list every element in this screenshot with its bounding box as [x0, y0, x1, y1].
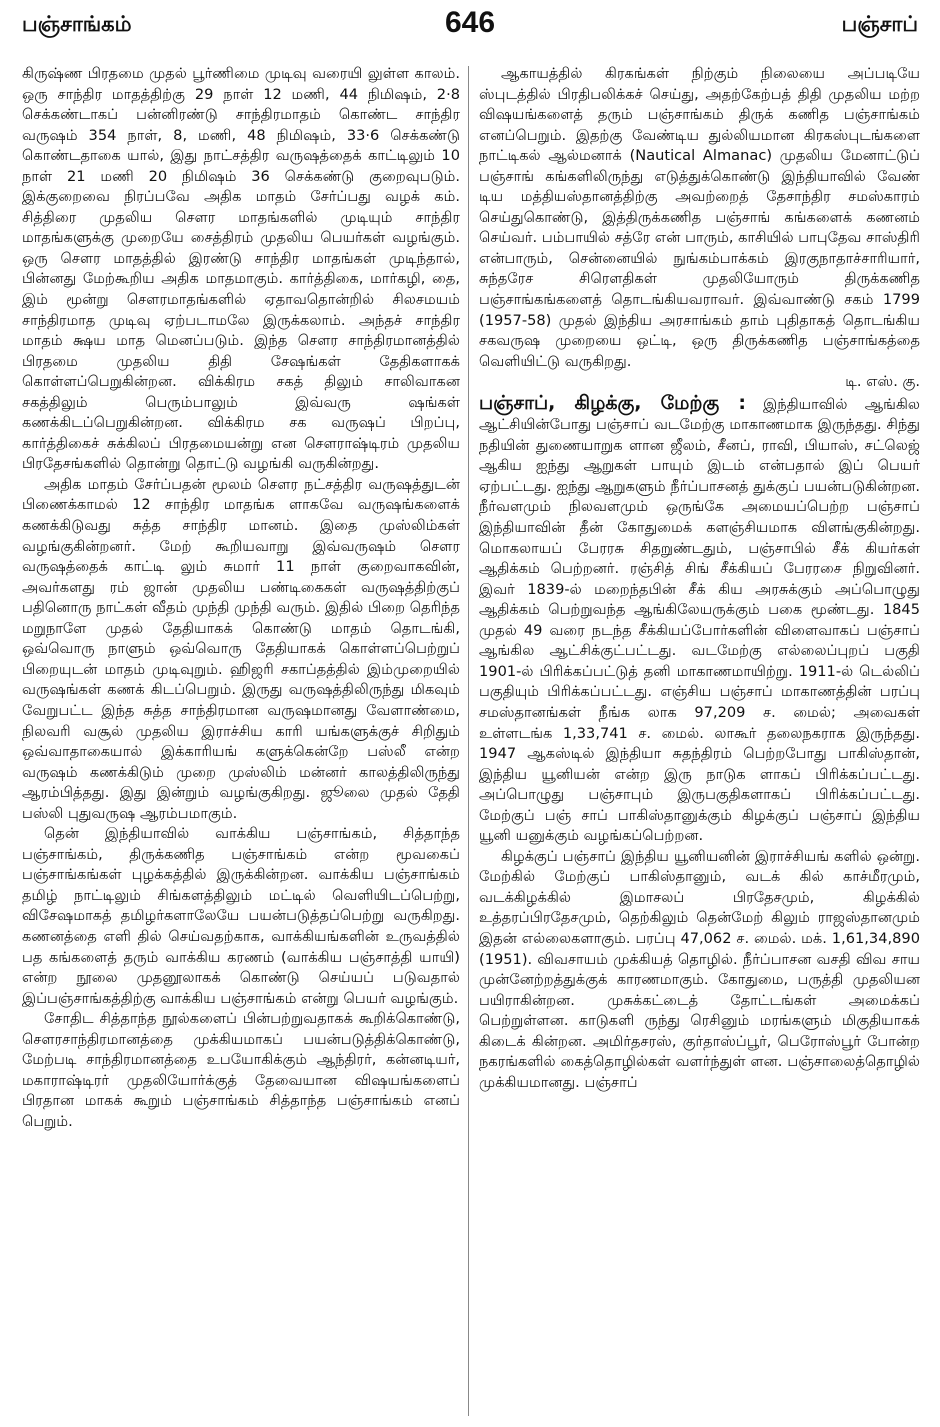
right-column — [479, 64, 920, 1420]
entry-title: பஞ்சாப், கிழக்கு, மேற்கு : — [479, 391, 746, 414]
paragraph: அதிக மாதம் சேர்ப்பதன் மூலம் சௌர நட்சத்திர வருஷத்துடன் பிணைக்காமல் 12 சாந்திர மாதங்க ளாகவே வருஷங்களைக் கணக்கிடுவது சுத்த சாந்திர மானம். இதை முஸ்லிம்கள் வழங்குகின்றனர். மேற் கூறியவாறு இவ்வருஷம் சௌர வருஷத்தைக் காட்டி லும் சுமார் 11 நாள் குறைவாகவின், அவர்களது ரம் ஜான் முதலிய பண்டிகைகள் வருஷத்திற்குப் பதினொரு நாட்கள் வீதம் முந்தி முந்தி வரும். இதில் பிறை தெரிந்த மறுநாளே முதல் தேதியாகக் கொண்டு மாதம் தொடங்கி, ஒவ்வொரு நாளும் ஒவ்வொரு தேதியாகக் கொள்ளப்பெற்றுப் பிறையுடன் மாதம் முடிவுறும். ஹிஜரி சகாப்தத்தில் இம்முறையில் வருஷங்கள் கணக் கிடப்பெறும். இருது வருஷத்திலிருந்து மிகவும் வேறுபட்ட இந்த சுத்த சாந்திரமான வருஷமானது வேளாண்மை, நிலவரி வசூல் முதலிய இராச்சிய காரி யங்களுக்குச் சிறிதும் ஒவ்வாதாகையால் இக்காரியங் களுக்கென்றே பஸ்லீ என்ற வருஷம் கணக்கிடும் முறை முஸ்லிம் மன்னர் காலத்திலிருந்து ஆரம்பித்தது. இது இன்றும் வழங்குகிறது. ஜூலை முதல் தேதி பஸ்லி புதுவருஷ ஆரம்பமாகும். — [22, 475, 460, 822]
paragraph: ஆகாயத்தில் கிரகங்கள் நிற்கும் நிலையை அப்படியே ஸ்புடத்தில் பிரதிபலிக்கச் செய்து, அதற்கேற்பத் திதி முதலிய மற்ற விஷயங்களைத் தரும் பஞ்சாங்கம் திருக் கணித பஞ்சாங்கம் எனப்பெறும். இதற்கு வேண்டிய துல்லியமான கிரகஸ்புடங்களை நாட்டிகல் ஆல்மனாக் (Nautical Almanac) முதலிய மேனாட்டுப் பஞ்சாங் கங்களிலிருந்து எடுத்துக்கொண்டு இந்தியாவில் வேண் டிய மத்தியஸ்தானத்திற்கு அவற்றைத் தேசாந்திர சமஸ்காரம் செய்துகொண்டு, இத்திருக்கணித பஞ்சாங் கங்களைக் கணனம் செய்வர். பம்பாயில் சத்ரே என் பாரும், காசியில் பாபுதேவ சாஸ்திரி என்பாரும், சென்னையில் நுங்கம்பாக்கம் இரகுநாதாச்சாரியார், சுந்தரேச சிரௌதிகள் முதலியோரும் திருக்கணித பஞ்சாங்கங்களைத் தொடங்கியவராவர். இவ்வாண்டு சகம் 1799 (1957-58) முதல் இந்திய அரசாங்கம் தாம் புதிதாகத் தொடங்கிய சகவருஷ முறையை ஒட்டி, ஒரு திருக்கணித பஞ்சாங்கத்தை வெளியிட்டு வருகிறது. — [479, 65, 920, 370]
entry-paragraph — [479, 393, 920, 847]
page-header — [0, 0, 940, 56]
left-column — [22, 64, 460, 1420]
running-head-right: பஞ்சாப் — [841, 12, 918, 36]
paragraph: தென் இந்தியாவில் வாக்கிய பஞ்சாங்கம், சித்தாந்த பஞ்சாங்கம், திருக்கணித பஞ்சாங்கம் என்ற மூவகைப் பஞ்சாங்கங்கள் புழக்கத்தில் இருக்கின்றன. வாக்கிய பஞ்சாங்கம் தமிழ் நாட்டிலும் சிங்களத்திலும் மட்டில் வெளியிடப்பெற்று, விசேஷமாகத் தமிழர்களாலேயே பயன்படுத்தப்பெற்று வருகிறது. கணனத்தை எளி தில் செய்வதற்காக, வாக்கியங்களின் உருவத்தில் பத கங்களைத் தரும் வாக்கிய கரணம் (வாக்கிய பஞ்சாத்தி யாயி) என்ற நூலை முதனூலாகக் கொண்டு செய்யப் படுவதால் இப்பஞ்சாங்கத்திற்கு வாக்கிய பஞ்சாங்கம் என்று பெயர் வழங்கும். — [22, 825, 460, 1007]
author-initials: டி. எஸ். கு. — [845, 373, 920, 391]
running-head-left: பஞ்சாங்கம் — [22, 12, 132, 36]
paragraph: சோதிட சித்தாந்த நூல்களைப் பின்பற்றுவதாகக் கூறிக்கொண்டு, சௌரசாந்திரமானத்தை முக்கியமாகப் பயன்படுத்திக்கொண்டு, மேற்படி சாந்திரமானத்தை உபயோகிக்கும் ஆந்திரர், கன்னடியர், மகாராஷ்டிரர் முதலியோர்க்குத் தேவையான விஷயங்களைப் பிரதான மாகக் கூறும் பஞ்சாங்கம் சித்தாந்த பஞ்சாங்கம் எனப் பெறும். — [22, 1010, 460, 1130]
paragraph: கிழக்குப் பஞ்சாப் இந்திய யூனியனின் இராச்சியங் களில் ஒன்று. மேற்கில் மேற்குப் பாகிஸ்தானும், வடக் கில் காச்மீரமும், வடக்கிழக்கில் இமாசலப் பிரதேசமும், கிழக்கில் உத்தரப்பிரதேசமும், தெற்கிலும் தென்மேற் கிலும் ராஜஸ்தானமும் இதன் எல்லைகளாகும். பரப்பு 47,062 ச. மைல். மக். 1,61,34,890 (1951). விவசாயம் முக்கியத் தொழில். நீர்ப்பாசன வசதி விவ சாய முன்னேற்றத்துக்குக் காரணமாகும். கோதுமை, பருத்தி முதலியன பயிராகின்றன. முசுக்கட்டைத் தோட்டங்கள் அமைக்கப் பெற்றுள்ளன. காடுகளி ருந்து ரெசினும் மரங்களும் மிகுதியாகக் கிடைக் கின்றன. அமிர்தசரஸ், குர்தாஸ்ப்பூர், பெரோஸ்பூர் போன்ற நகரங்களில் கைத்தொழில்கள் வளர்ந்துள் ளன. பஞ்சாலைத்தொழில் முக்கியமானது. பஞ்சாப் — [479, 847, 920, 1091]
paragraph: கிருஷ்ண பிரதமை முதல் பூர்ணிமை முடிவு வரையி லுள்ள காலம். ஒரு சாந்திர மாதத்திற்கு 29 நாள் 12 மணி, 44 நிமிஷம், 2·8 செக்கண்டாகப் பன்னிரண்டு சாந்திரமாதம் கொண்ட சாந்திர வருஷம் 354 நாள், 8, மணி, 48 நிமிஷம், 33·6 செக்கண்டு கொண்டதாகை யால், இது நாட்சத்திர வருஷத்தைக் காட்டிலும் 10 நாள் 21 மணி 20 நிமிஷம் 36 செக்கண்டு குறைவுபடும். இக்குறைவை நிரப்பவே அதிக மாதம் சேர்ப்பது வழக் கம். சித்திரை முதலிய சௌர மாதங்களில் முடியும் சாந்திர மாதங்களுக்கு முறையே சைத்திரம் முதலிய பெயர்கள் வழங்கும். ஒரு சௌர மாதத்தில் இரண்டு சாந்திர மாதங்கள் முடிந்தால், பின்னது மேற்கூறிய அதிக மாதமாகும். கார்த்திகை, மார்கழி, தை, இம் மூன்று சௌரமாதங்களில் ஏதாவதொன்றில் சிலசமயம் சாந்திரமாத முடிவு ஏற்படாமலே இருக்கலாம். அந்தச் சாந்திர மாதம் க்ஷய மாத மெனப்படும். இந்த சௌர சாந்திரமானத்தில் பிரதமை முதலிய திதி சேஷங்கள் தேதிகளாகக் கொள்ளப்பெறுகின்றன. விக்கிரம சகத் திலும் சாலிவாகன சகத்திலும் பெரும்பாலும் இவ்வரு ஷங்கள் கணக்கிடப்பெறுகின்றன. விக்கிரம சக வருஷப் பிறப்பு, கார்த்திகைச் சுக்கிலப் பிரதமையன்று என சௌராஷ்டிரம் முதலிய பிரதேசங்களில் தொன்று தொட்டு வழங்கி வருகின்றது. — [22, 65, 460, 473]
entry-body: இந்தியாவில் ஆங்கில ஆட்சியின்போது பஞ்சாப் வடமேற்கு மாகாணமாக இருந்தது. சிந்து நதியின் துணையாறுக ளான ஜீலம், சீனப், ராவி, பியாஸ், சட்லெஜ் ஆகிய ஐந்து ஆறுகள் பாயும் இடம் என்பதால் இப் பெயர் ஏற்பட்டது. ஐந்து ஆறுகளும் நீர்ப்பாசனத் துக்குப் பயன்படுகின்றன. நீர்வளமும் நிலவளமும் ஒருங்கே அமையப்பெற்ற பஞ்சாப் இந்தியாவின் தீன் கோதுமைக் களஞ்சியமாக விளங்குகின்றது. மொகலாயப் பேரரசு சிதறுண்டதும், பஞ்சாபில் சீக் கியர்கள் ஆதிக்கம் பெற்றனர். ரஞ்சித் சிங் சீக்கியப் பேரரசை நிறுவினர். இவர் 1839-ல் மறைந்தபின் சீக் கிய அரசுக்கும் அப்பொழுது ஆதிக்கம் பெற்றுவந்த ஆங்கிலேயருக்கும் பகை மூண்டது. 1845 முதல் 49 வரை நடந்த சீக்கியப்போர்களின் விளைவாகப் பஞ்சாப் ஆங்கில ஆட்சிக்குட்பட்டது. வடமேற்கு எல்லைப்புறப் பகுதி 1901-ல் பிரிக்கப்பட்டுத் தனி மாகாணமாயிற்று. 1911-ல் டெல்லிப் பகுதியும் பிரிக்கப்பட்டது. எஞ்சிய பஞ்சாப் மாகாணத்தின் பரப்பு சமஸ்தானங்கள் நீங்க லாக 97,209 ச. மைல்; அவைகள் உள்ளடங்க 1,33,741 ச. மைல். லாகூர் தலைநகராக இருந்தது. 1947 ஆகஸ்டில் இந்தியா சுதந்திரம் பெற்றபோது பாகிஸ்தான், இந்திய யூனியன் என்ற இரு நாடுக ளாகப் பிரிக்கப்பட்டது. அப்பொழுது பஞ்சாபும் இருபகுதிகளாகப் பிரிக்கப்பட்டது. மேற்குப் பஞ் சாப் பாகிஸ்தானுக்கும் கிழக்குப் பஞ்சாப் இந்திய யூனி யனுக்கும் வழங்கப்பெற்றன. — [479, 395, 920, 845]
column-divider — [468, 66, 469, 1416]
page-number: 646 — [444, 6, 496, 39]
